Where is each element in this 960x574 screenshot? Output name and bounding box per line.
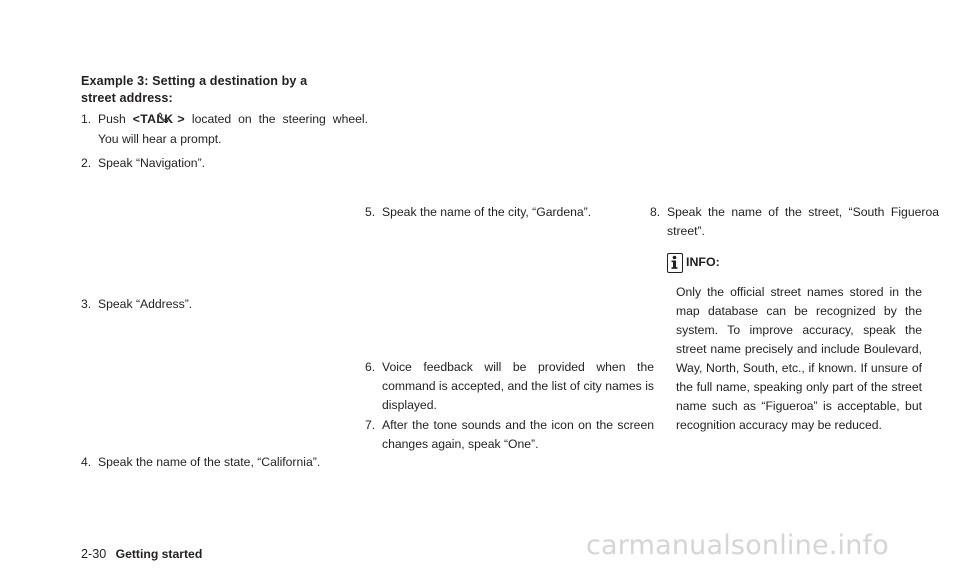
step-number: 8. — [650, 205, 661, 219]
info-icon — [667, 253, 683, 273]
step-text: Speak the name of the city, “Gardena”. — [382, 205, 592, 219]
step-number: 1. — [81, 112, 92, 126]
step-number: 6. — [365, 360, 376, 374]
example-heading — [81, 73, 351, 107]
talk-label-open: <TALK — [132, 112, 174, 126]
example-heading-line2: street address: — [81, 91, 173, 105]
step-text: Speak “Navigation”. — [98, 156, 206, 170]
section-title: Getting started — [115, 547, 203, 561]
watermark: carmanualsonline.info — [586, 530, 889, 561]
step-text: After the tone sounds and the icon on the screen changes again, speak “One”. — [382, 418, 654, 451]
step-7 — [365, 416, 654, 454]
step-number: 7. — [365, 418, 376, 432]
step-5 — [365, 203, 654, 222]
step-text: Push — [98, 112, 133, 126]
example-heading-line1: Example 3: Setting a destination by a — [81, 74, 308, 88]
step-2 — [81, 154, 368, 173]
step-number: 4. — [81, 455, 92, 469]
step-3 — [81, 295, 368, 314]
info-body: Only the official street names stored in the map database can be recognized by the system. To improve accuracy, speak the street name precisely and include Boulevard, Way, North, South, etc., if known. If unsure of the full name, speaking only part of the street name such as “Figueroa” is acceptable, but recognition accuracy may be reduced. — [676, 285, 922, 432]
step-4 — [81, 453, 368, 472]
step-1 — [81, 110, 368, 149]
step-number: 3. — [81, 297, 92, 311]
step-text: Speak the name of the state, “California”. — [98, 455, 321, 469]
step-number: 2. — [81, 156, 92, 170]
step-6 — [365, 358, 654, 415]
step-8 — [650, 203, 939, 241]
info-heading: INFO: — [686, 255, 720, 269]
step-number: 5. — [365, 205, 376, 219]
step-text: Voice feedback will be provided when the command is accepted, and the list of city names is displayed. — [382, 360, 654, 412]
talk-label-close: > — [177, 112, 185, 126]
step-text: Speak “Address”. — [98, 297, 193, 311]
page-number: 2-30 — [81, 547, 107, 561]
step-text-continued: located on the steering wheel. You will hear a prompt. — [98, 112, 368, 146]
talk-button-label — [133, 112, 185, 126]
page-footer — [81, 545, 202, 564]
step-text: Speak the name of the street, “South Figueroa street”. — [667, 205, 939, 238]
